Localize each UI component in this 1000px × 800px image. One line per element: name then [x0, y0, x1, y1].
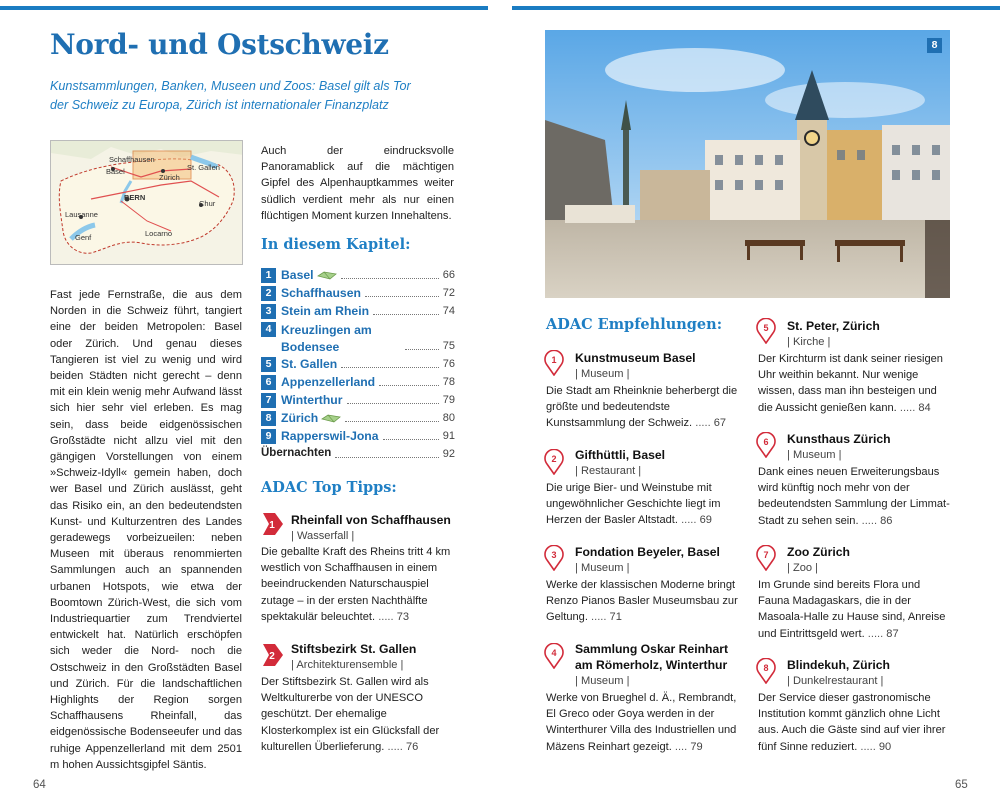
toc-number: 7 [261, 393, 276, 408]
top-tipp-text: Die geballte Kraft des Rheins tritt 4 km westlich von Schaffhausen in einem beeindruckenden Naturschauspiel zutage – in der ersten Nachthälfte spektakulär beleuchtet. [261, 546, 451, 623]
map-label-zuerich: Zürich [159, 173, 180, 182]
empfehlung-body-3 [546, 577, 742, 626]
dot-leader: ..... [387, 740, 406, 753]
empfehlung-heading-1 [575, 350, 745, 382]
toc-dots [373, 304, 439, 315]
toc-page: 74 [442, 305, 455, 317]
empfehlung-page: 84 [918, 401, 931, 414]
empfehlung-title: Zoo Zürich [787, 545, 850, 559]
dot-leader: ..... [861, 514, 881, 527]
empfehlung-heading-5 [787, 318, 952, 350]
toc-label: Zürich [281, 411, 341, 425]
toc-dots [341, 357, 439, 368]
toc-page: 72 [442, 287, 455, 299]
toc-dots [345, 411, 439, 422]
toc-number: 4 [261, 322, 276, 337]
empfehlung-category: | Museum | [787, 449, 842, 461]
toc-heading: In diesem Kapitel: [261, 236, 411, 253]
top-tipp-text: Der Stiftsbezirk St. Gallen wird als Weltkulturerbe von der UNESCO geschützt. Der ehemalige Klosterkomplex ist ein Glücksfall der kulturellen Überlieferung. [261, 676, 440, 753]
toc-number: 9 [261, 429, 276, 444]
empfehlung-title: Sammlung Oskar Reinhart am Römerholz, Winterthur [575, 642, 729, 672]
pin-number: 1 [551, 355, 557, 365]
empfehlung-heading-6 [787, 431, 952, 463]
empfehlung-text: Die Stadt am Rheinknie beherbergt die größte und bedeutendste Kunstsammlung der Schweiz. [546, 385, 738, 430]
toc-label: Appenzellerland [281, 375, 376, 389]
top-tipp-page: 73 [396, 610, 410, 623]
toc-number: 2 [261, 286, 276, 301]
toc-page: 92 [442, 448, 455, 460]
top-tipp-number: 2 [269, 651, 275, 662]
toc-page: 76 [442, 358, 455, 370]
map-label-basel: Basel [106, 167, 125, 176]
toc-number: 1 [261, 268, 276, 283]
toc-dots [405, 339, 439, 350]
empfehlung-heading-3 [575, 544, 745, 576]
empfehlung-page: 69 [699, 514, 712, 527]
dot-leader: ..... [860, 740, 879, 753]
empfehlung-text: Die urige Bier- und Weinstube mit ungewöhnlicher Geschichte liegt im Herzen der Basler Altstadt. [546, 482, 721, 527]
top-tipp-heading-1 [291, 512, 456, 544]
panorama-text: Auch der eindrucksvolle Panoramablick auf die mächtigen Gipfel des Alpenhauptkammes weiter südlich verdient mehr als nur einen flüchtigen Moment kurzen Innehaltens. [261, 145, 454, 222]
empfehlung-text: Der Kirchturm ist dank seiner riesigen Uhr weithin bekannt. Nur wenige wissen, dass man ihn besteigen und die Aussicht genießen kann. [758, 353, 943, 414]
dot-leader: ..... [867, 627, 887, 640]
empfehlung-category: | Restaurant | [575, 465, 642, 477]
toc-number: 8 [261, 411, 276, 426]
toc-item[interactable] [261, 286, 455, 304]
empfehlung-body-8 [758, 690, 954, 755]
empfehlung-text: Dank eines neuen Erweiterungsbaus wird künftig noch mehr von der bedeutendsten Sammlung der Limmat-Stadt zu sehen sein. [758, 466, 950, 527]
top-tipp-body-1 [261, 544, 455, 625]
empfehlung-heading-2 [575, 447, 745, 479]
chapter-subtitle: Kunstsammlungen, Banken, Museen und Zoos: Basel gilt als Tor der Schweiz zu Europa, Zürich ist internationaler Finanzplatz [50, 79, 411, 112]
toc-page: 91 [442, 430, 455, 442]
chapter-title: Nord- und Ostschweiz [50, 28, 389, 61]
empfehlung-heading-8 [787, 657, 952, 689]
toc-item[interactable] [261, 375, 455, 393]
empfehlung-title: Kunstmuseum Basel [575, 351, 696, 365]
map-book-icon [321, 414, 341, 424]
toc-dots [341, 268, 439, 279]
top-tipp-heading-2 [291, 641, 456, 673]
empfehlung-heading-4 [575, 641, 745, 689]
toc-page: 79 [442, 394, 455, 406]
page-number-left: 64 [33, 779, 46, 791]
empfehlung-text: Im Grunde sind bereits Flora und Fauna Madagaskars, die in der Masoala-Halle zu Hause sind, Anreise und Eintrittsgeld wert. [758, 579, 946, 640]
empfehlung-body-7 [758, 577, 954, 642]
top-tipp-title: Stiftsbezirk St. Gallen [291, 642, 417, 656]
empfehlung-title: St. Peter, Zürich [787, 319, 880, 333]
toc-dots [383, 429, 439, 440]
pin-number: 3 [551, 550, 557, 560]
toc-label: Winterthur [281, 393, 343, 407]
pin-number: 5 [763, 323, 769, 333]
location-pin-icon [756, 318, 776, 344]
empfehlung-category: | Museum | [575, 562, 630, 574]
top-tipp-number: 1 [269, 520, 275, 531]
location-pin-icon [544, 545, 564, 571]
top-tipp-category: | Wasserfall | [291, 530, 355, 542]
top-rule-right [512, 6, 1000, 10]
empfehlungen-heading: ADAC Empfehlungen: [546, 316, 723, 333]
toc-number: 3 [261, 304, 276, 319]
toc-item[interactable] [261, 393, 455, 411]
empfehlung-page: 71 [609, 611, 622, 624]
toc-label: Übernachten [261, 447, 332, 459]
toc-item[interactable] [261, 304, 455, 322]
dot-leader: ..... [695, 417, 714, 430]
dot-leader: ..... [378, 610, 397, 623]
toc-number: 5 [261, 357, 276, 372]
map-label-schaffhausen: Schaffhausen [109, 155, 155, 164]
dot-leader: ..... [681, 514, 700, 527]
toc-item-uebernachten[interactable] [261, 447, 455, 465]
pin-number: 2 [551, 454, 557, 464]
empfehlung-category: | Dunkelrestaurant | [787, 675, 884, 687]
empfehlung-category: | Museum | [575, 368, 630, 380]
toc-item[interactable] [261, 322, 455, 357]
empfehlung-body-1 [546, 383, 742, 432]
pin-number: 4 [551, 648, 557, 658]
toc-page: 66 [442, 269, 455, 281]
map-book-icon [317, 271, 337, 281]
toc-dots [379, 375, 439, 386]
toc-label: St. Gallen [281, 357, 338, 371]
top-tipp-title: Rheinfall von Schaffhausen [291, 513, 451, 527]
empfehlung-title: Fondation Beyeler, Basel [575, 545, 720, 559]
empfehlung-page: 67 [713, 417, 727, 430]
map-label-bern: BERN [124, 193, 146, 202]
dot-leader: ..... [591, 611, 610, 624]
top-rule-left [0, 6, 488, 10]
location-pin-icon [756, 658, 776, 684]
map-label-genf: Genf [75, 233, 92, 242]
empfehlung-category: | Kirche | [787, 336, 831, 348]
toc-page: 78 [442, 376, 455, 388]
empfehlung-body-2 [546, 480, 742, 529]
toc-item[interactable] [261, 268, 455, 286]
empfehlung-page: 86 [880, 514, 893, 527]
map-label-st-gallen: St. Gallen [187, 163, 220, 172]
empfehlung-category: | Zoo | [787, 562, 819, 574]
toc-item[interactable] [261, 357, 455, 375]
pin-number: 7 [763, 550, 769, 560]
location-pin-icon [544, 643, 564, 669]
map-label-lausanne: Lausanne [65, 210, 98, 219]
toc-item[interactable] [261, 411, 455, 429]
empfehlung-page: 90 [878, 740, 892, 753]
empfehlung-text: Der Service dieser gastronomische Institution kommt gänzlich ohne Licht aus. Auch die Gäste sind auf vier ihrer fünf Sinne reduziert. [758, 692, 946, 753]
toc-dots [347, 393, 439, 404]
location-pin-icon [544, 350, 564, 376]
empfehlung-body-4 [546, 690, 742, 755]
empfehlung-body-5 [758, 351, 954, 416]
empfehlung-page: 87 [886, 627, 899, 640]
map-label-chur: Chur [199, 199, 216, 208]
empfehlung-title: Gifthüttli, Basel [575, 448, 666, 462]
chapter-toc [261, 268, 455, 465]
pin-number: 8 [763, 663, 769, 673]
empfehlung-title: Blindekuh, Zürich [787, 658, 890, 672]
dot-leader: .... [674, 740, 691, 753]
top-tipps-heading: ADAC Top Tipps: [261, 479, 397, 496]
location-pin-icon [756, 432, 776, 458]
toc-item[interactable] [261, 429, 455, 447]
intro-text: Fast jede Fernstraße, die aus dem Norden in die Schweiz führt, tangiert eine der beiden Metropolen: Basel oder Zürich. Und genau dieses Tangieren ist viel zu wenig und wird beiden Städten nicht gerecht – denn mit ein klein wenig mehr Aufwand lässt sich hier sehr viel erleben. Es mag sein, dass beide eidgenössischen Großstädte nicht allzu viel mit den gängigen Vorstellungen von einem »Schweiz-Idyll« gemein haben, doch wer Basel und Zürich auslässt, geht das Risiko ein, an den bedeutendsten Kunst- und Kulturzentren des Landes geradewegs vorbeizueilen: neben Museen mit überaus renommierten Sammlungen auch an spannenden urbanen Hotspots, wie etwa der Boomtown Zürich-West, die sich vom Industriequartier zum Trendviertel entwickelt hat. Natürlich erschöpfen sich weder die Nord- noch die Ostschweiz in den Großstädten Basel und Zürich. Für die landschaftlichen Highlights der Region sorgen Schaffhausens Rheinfall, das eidgenössische Bodenseeufer und das ruhige Appenzellerland mit dem 2501 m hohen Aussichtsgipfel Säntis. [50, 289, 242, 771]
pin-number: 6 [763, 437, 769, 447]
top-tipp-arrow-icon [261, 640, 285, 670]
toc-number: 6 [261, 375, 276, 390]
toc-label: Rapperswil-Jona [281, 429, 379, 443]
toc-page: 80 [442, 412, 455, 424]
toc-label: Stein am Rhein [281, 304, 370, 318]
empfehlung-heading-7 [787, 544, 952, 576]
top-tipp-category: | Architekturensemble | [291, 659, 404, 671]
top-tipp-page: 76 [405, 740, 419, 753]
empfehlung-body-6 [758, 464, 954, 529]
photo-graphic [545, 30, 950, 298]
empfehlung-title: Kunsthaus Zürich [787, 432, 891, 446]
toc-page: 75 [442, 340, 455, 352]
page-number-right: 65 [955, 779, 968, 791]
dot-leader: ..... [899, 401, 919, 414]
photo-number-badge: 8 [927, 38, 942, 53]
toc-label: Schaffhausen [281, 286, 361, 300]
zurich-photo [545, 30, 950, 298]
toc-label: Basel [281, 268, 337, 282]
map-label-locarno: Locarno [145, 229, 173, 238]
toc-label: Kreuzlingen am Bodensee [281, 323, 372, 354]
toc-dots [365, 286, 439, 297]
toc-dots [335, 447, 438, 458]
empfehlung-text: Werke von Brueghel d. Ä., Rembrandt, El Greco oder Goya werden in der Winterthurer Villa des Industriellen und Mäzens Reinhart gezeigt. [546, 692, 737, 753]
location-pin-icon [756, 545, 776, 571]
top-tipp-arrow-icon [261, 509, 285, 539]
region-map [50, 140, 243, 265]
location-pin-icon [544, 449, 564, 475]
empfehlung-category: | Museum | [575, 675, 630, 687]
empfehlung-page: 79 [690, 740, 703, 753]
top-tipp-body-2 [261, 674, 455, 755]
empfehlung-text: Werke der klassischen Moderne bringt Renzo Pianos Basler Museumsbau zur Geltung. [546, 579, 738, 624]
